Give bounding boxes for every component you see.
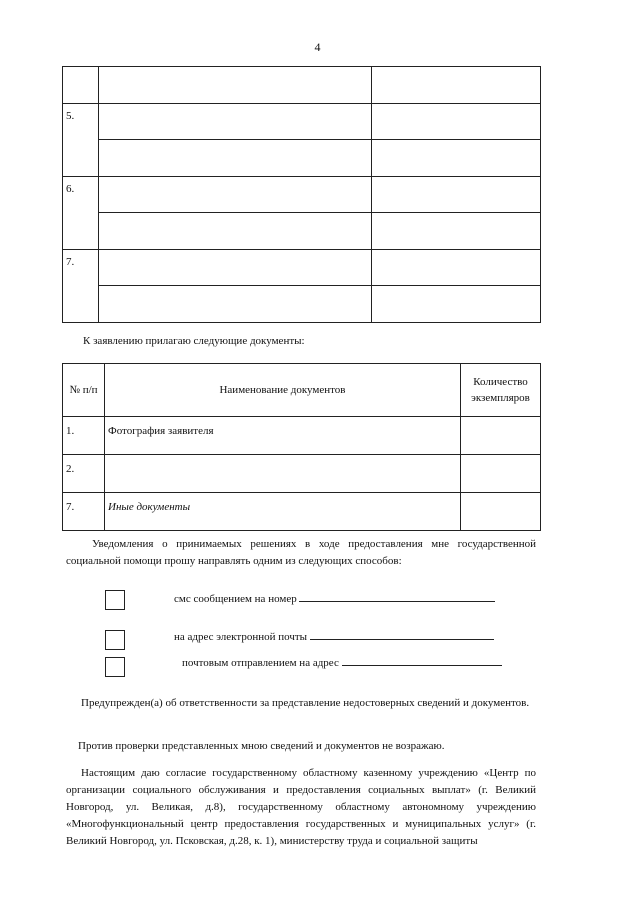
email-checkbox[interactable]	[105, 630, 125, 650]
sms-option	[174, 591, 495, 608]
post-checkbox[interactable]	[105, 657, 125, 677]
no-objection-paragraph: Против проверки представленных мною сведений и документов не возражаю.	[78, 740, 445, 752]
page-number: 4	[314, 40, 321, 54]
postal-address-field[interactable]	[342, 655, 502, 666]
email-option	[174, 629, 494, 646]
table-row	[63, 417, 541, 455]
sms-option-label: смс сообщением на номер	[174, 593, 297, 605]
email-address-field[interactable]	[310, 629, 494, 640]
table-row	[63, 286, 541, 323]
cell-num: 1.	[63, 417, 105, 455]
continuation-table	[62, 66, 541, 323]
warned-paragraph: Предупрежден(а) об ответственности за представление недостоверных сведений и документов.	[81, 697, 530, 709]
sms-number-field[interactable]	[299, 591, 495, 602]
email-option-label: на адрес электронной почты	[174, 631, 308, 643]
col-header-name: Наименование документов	[105, 364, 461, 417]
row-number: 7.	[63, 250, 99, 323]
cell-num: 2.	[63, 455, 105, 493]
cell-name: Иные документы	[105, 493, 461, 531]
table-header-row	[63, 364, 541, 417]
sms-checkbox[interactable]	[105, 590, 125, 610]
table-row	[63, 213, 541, 250]
notify-paragraph: Уведомления о принимаемых решениях в ходе предоставления мне государственной социальной помощи прошу направлять одним из следующих способов:	[66, 538, 536, 567]
col-header-count: Количество экземпляров	[461, 364, 541, 417]
post-option-label: почтовым отправлением на адрес	[182, 657, 339, 669]
table-row	[63, 140, 541, 177]
row-number: 5.	[63, 104, 99, 177]
table-row	[63, 455, 541, 493]
post-option	[182, 655, 502, 672]
table-row	[63, 104, 541, 140]
table-row	[63, 177, 541, 213]
table-row	[63, 493, 541, 531]
table-row	[63, 250, 541, 286]
cell-name	[105, 455, 461, 493]
cell-count	[461, 417, 541, 455]
table-row	[63, 67, 541, 104]
cell-count	[461, 493, 541, 531]
cell-name: Фотография заявителя	[105, 417, 461, 455]
row-number: 6.	[63, 177, 99, 250]
cell-num: 7.	[63, 493, 105, 531]
documents-table	[62, 363, 541, 531]
cell-count	[461, 455, 541, 493]
col-header-num: № п/п	[63, 364, 105, 417]
attach-intro: К заявлению прилагаю следующие документы:	[83, 335, 305, 347]
consent-paragraph: Настоящим даю согласие государственному областному казенному учреждению «Центр по организации социального обслуживания и предоставления социальных выплат» (г. Великий Новгород, ул. Великая, д.8), государственному областному автономному учреждению «Многофункциональный центр предоставления государственных и муниципальных услуг» (г. Великий Новгород, ул. Псковская, д.28, к. 1), министерству труда и социальной защиты	[66, 767, 536, 847]
row-number	[63, 67, 99, 104]
